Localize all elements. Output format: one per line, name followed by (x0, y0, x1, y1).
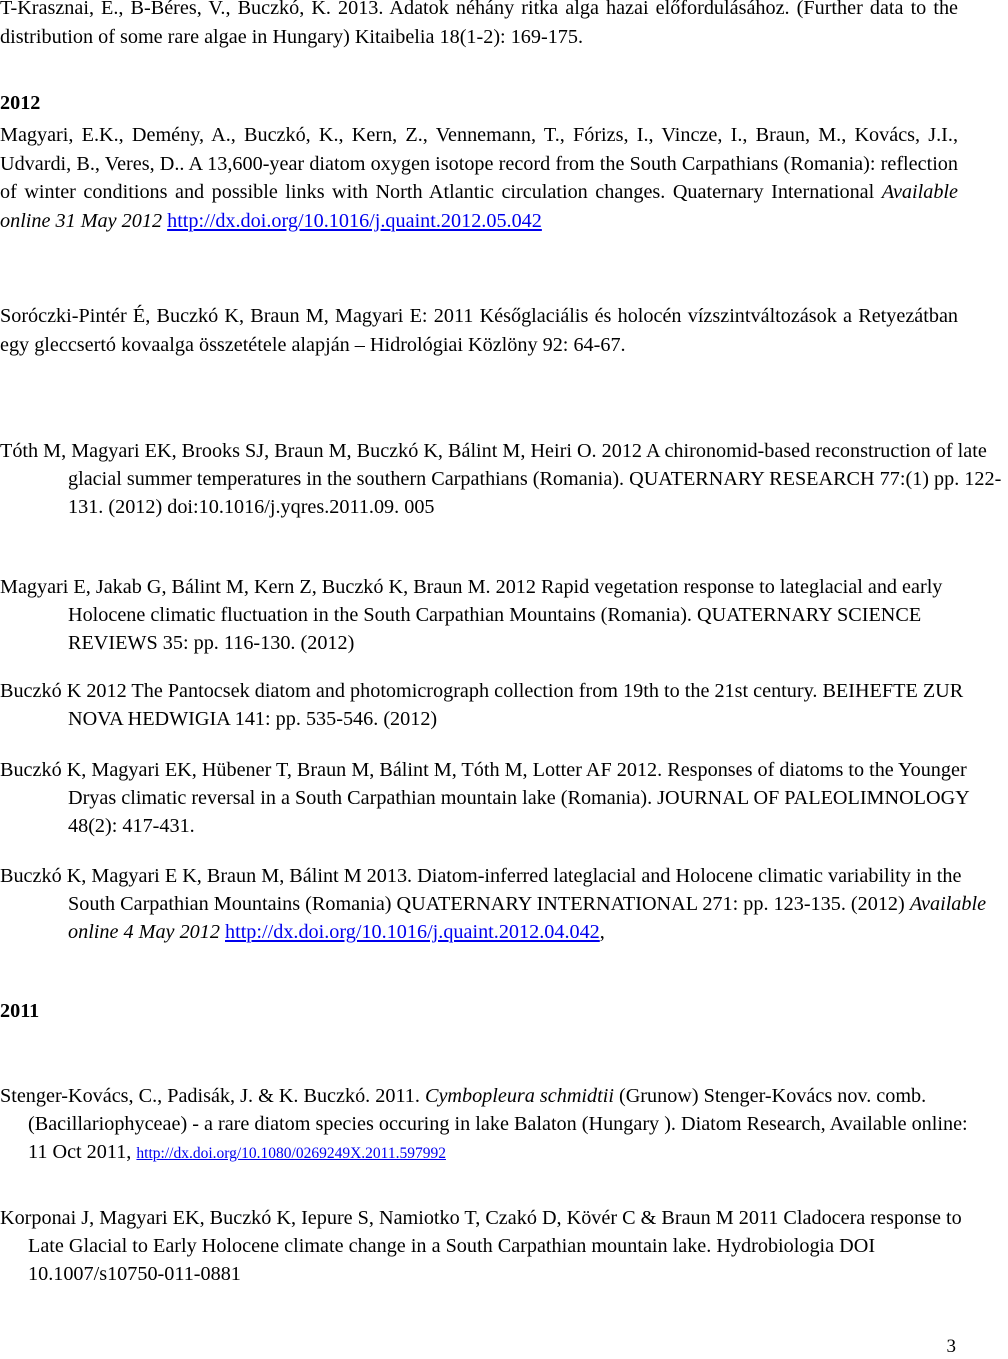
link-suffix: , (599, 921, 605, 943)
reference-text: Buczkó K 2012 The Pantocsek diatom and photomicrograph collection from 19th to the 21st century. BEIHEFTE ZUR NOVA HEDWIGIA 141: pp. 535-546. (2012) (0, 680, 964, 730)
reference-text: T-Krasznai, E., B-Béres, V., Buczkó, K. 2013. Adatok néhány ritka alga hazai előfordulásához. (Further data to the distribution of some rare algae in Hungary) Kitaibelia 18(1-2): 169-175. (0, 0, 958, 48)
reference-text: Magyari E, Jakab G, Bálint M, Kern Z, Buczkó K, Braun M. 2012 Rapid vegetation response to lateglacial and early Holocene climatic fluctuation in the South Carpathian Mountains (Romania). QUATERNARY SCIENCE REVIEWS 35: pp. 116-130. (2012) (0, 576, 943, 654)
doi-link[interactable]: http://dx.doi.org/10.1016/j.quaint.2012.05.042 (167, 209, 542, 232)
availability-note: Available online 4 May 2012 (68, 893, 987, 943)
reference-soroczki-pinter (0, 302, 958, 359)
doi-link[interactable]: http://dx.doi.org/10.1016/j.quaint.2012.04.042 (225, 921, 600, 943)
page-number: 3 (946, 1336, 956, 1357)
year-heading-2012: 2012 (0, 92, 41, 114)
reference-text: Stenger-Kovács, C., Padisák, J. & K. Buczkó. 2011. (0, 1085, 425, 1107)
reference-text: Soróczki-Pintér É, Buczkó K, Braun M, Magyari E: 2011 Későglaciális és holocén vízszintváltozások a Retyezátban egy gleccsertó kovaalga összetétele alapján – Hidrológiai Közlöny 92: 64-67. (0, 305, 958, 356)
reference-text: Buczkó K, Magyari EK, Hübener T, Braun M, Bálint M, Tóth M, Lotter AF 2012. Responses of diatoms to the Younger Dryas climatic reversal in a South Carpathian mountain lake (Romania). JOURNAL OF PALEOLIMNOLOGY 48(2): 417-431. (0, 759, 969, 837)
reference-text: Buczkó K, Magyari E K, Braun M, Bálint M 2013. Diatom-inferred lateglacial and Holocene climatic variability in the South Carpathian Mountains (Romania) QUATERNARY INTERNATIONAL 271: pp. 123-135. (2012) (0, 865, 962, 915)
reference-text: Tóth M, Magyari EK, Brooks SJ, Braun M, Buczkó K, Bálint M, Heiri O. 2012 A chironomid-based reconstruction of late glacial summer temperatures in the southern Carpathians (Romania). QUATERNARY RESEARCH 77:(1) pp. 122-131. (2012) doi:10.1016/j.yqres.2011.09. 005 (0, 440, 1002, 518)
reference-text-continued: (Grunow) Stenger-Kovács nov. comb. (Bacillariophyceae) - a rare diatom species occuring in lake Balaton (Hungary ). Diatom Research, Available online: 11 Oct 2011, (28, 1085, 968, 1163)
reference-buczko-lateglacial-holocene (0, 862, 1008, 946)
reference-magyari-diatom-isotope (0, 121, 958, 235)
reference-krasznai-2013 (0, 0, 958, 51)
availability-note: Available online 31 May 2012 (0, 181, 958, 232)
reference-text: Korponai J, Magyari EK, Buczkó K, Iepure S, Namiotko T, Czakó D, Kövér C & Braun M 2011 Cladocera response to Late Glacial to Early Holocene climate change in a South Carpathian mountain lake. Hydrobiologia DOI 10.1007/s10750-011-0881 (0, 1207, 962, 1285)
year-heading-2011: 2011 (0, 1000, 40, 1022)
reference-toth-chironomid (0, 437, 1008, 521)
reference-buczko-younger-dryas (0, 756, 1008, 840)
doi-link[interactable]: http://dx.doi.org/10.1080/0269249X.2011.597992 (136, 1145, 446, 1162)
reference-korponai (0, 1204, 968, 1288)
reference-buczko-pantocsek (0, 677, 1008, 733)
reference-text: Magyari, E.K., Demény, A., Buczkó, K., Kern, Z., Vennemann, T., Fórizs, I., Vincze, I., Braun, M., Kovács, J.I., Udvardi, B., Veres, D.. A 13,600-year diatom oxygen isotope record from the South Carpathians (Romania): reflection of winter conditions and possible links with North Atlantic circulation changes. Quaternary International (0, 124, 958, 204)
species-name: Cymbopleura schmidtii (424, 1085, 614, 1107)
reference-magyari-vegetation (0, 573, 1008, 657)
reference-stenger-kovacs (0, 1082, 968, 1168)
